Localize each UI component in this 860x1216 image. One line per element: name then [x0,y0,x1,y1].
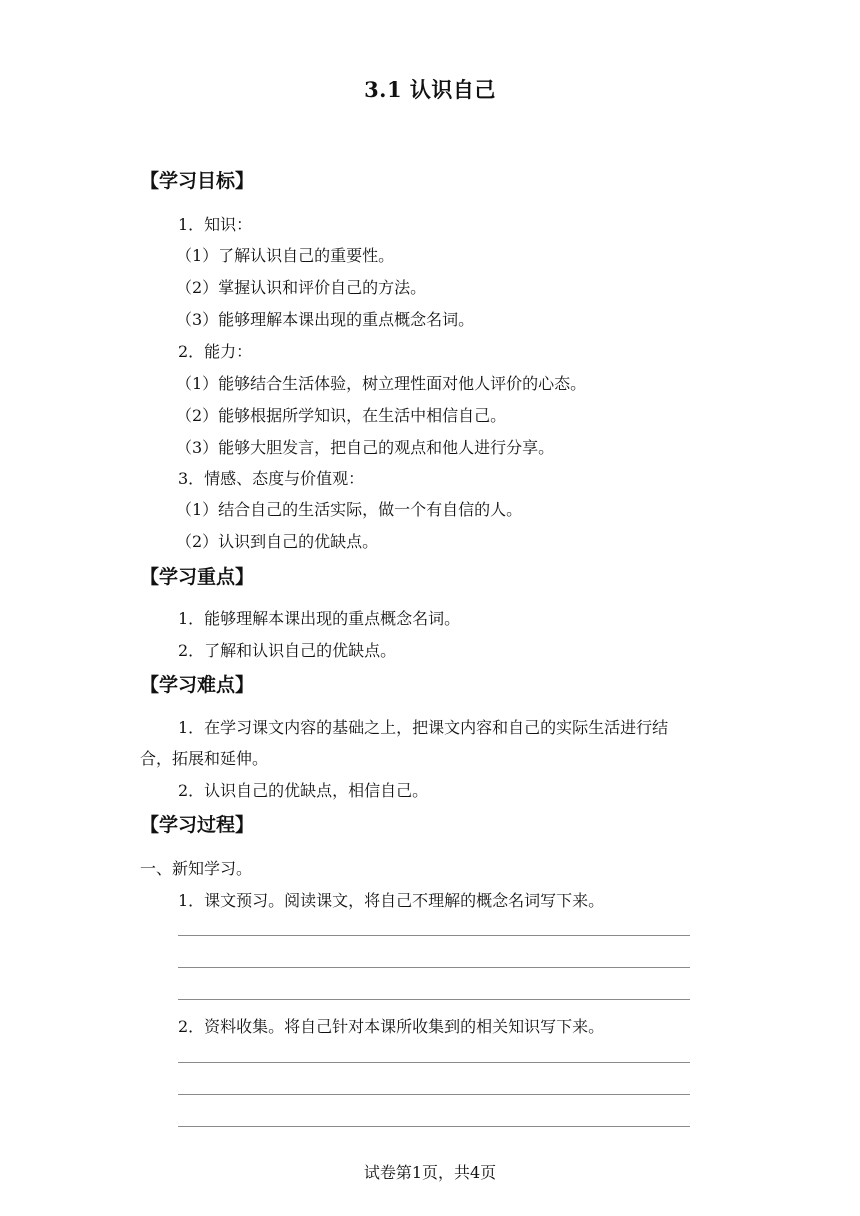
answer-line[interactable] [178,967,690,968]
answer-line[interactable] [178,935,690,936]
answer-line[interactable] [178,999,690,1000]
difficulty-item: 1．在学习课文内容的基础之上，把课文内容和自己的实际生活进行结 [178,718,669,737]
process-task-1: 1．课文预习。阅读课文，将自己不理解的概念名词写下来。 [178,891,605,910]
goal-item: （2）能够根据所学知识，在生活中相信自己。 [176,406,507,425]
process-part-one: 一、新知学习。 [140,859,253,878]
section-heading-process: 【学习过程】 [140,814,255,836]
goal-item: （2）掌握认识和评价自己的方法。 [176,278,427,297]
process-task-2: 2．资料收集。将自己针对本课所收集到的相关知识写下来。 [178,1017,605,1036]
answer-line[interactable] [178,1094,690,1095]
goal-item: 3．情感、态度与价值观： [178,469,365,488]
page-footer: 试卷第1页，共4页 [363,1163,497,1182]
section-heading-key-points: 【学习重点】 [140,566,255,588]
goal-item: （2）认识到自己的优缺点。 [176,532,379,551]
goal-item: 2．能力： [178,342,253,361]
goal-item: （3）能够理解本课出现的重点概念名词。 [176,310,475,329]
goal-item: （1）了解认识自己的重要性。 [176,246,395,265]
difficulty-item: 合，拓展和延伸。 [140,749,269,768]
goal-item: （1）结合自己的生活实际，做一个有自信的人。 [176,500,523,519]
key-point-item: 2．了解和认识自己的优缺点。 [178,641,397,660]
answer-line[interactable] [178,1062,690,1063]
key-point-item: 1．能够理解本课出现的重点概念名词。 [178,609,461,628]
page-title: 3.1 认识自己 [364,77,496,102]
section-heading-goals: 【学习目标】 [140,170,255,192]
difficulty-item: 2．认识自己的优缺点，相信自己。 [178,781,429,800]
goal-item: （1）能够结合生活体验，树立理性面对他人评价的心态。 [176,374,587,393]
section-heading-difficulties: 【学习难点】 [140,674,255,696]
answer-line[interactable] [178,1126,690,1127]
goal-item: （3）能够大胆发言，把自己的观点和他人进行分享。 [176,438,555,457]
goal-item: 1．知识： [178,215,253,234]
